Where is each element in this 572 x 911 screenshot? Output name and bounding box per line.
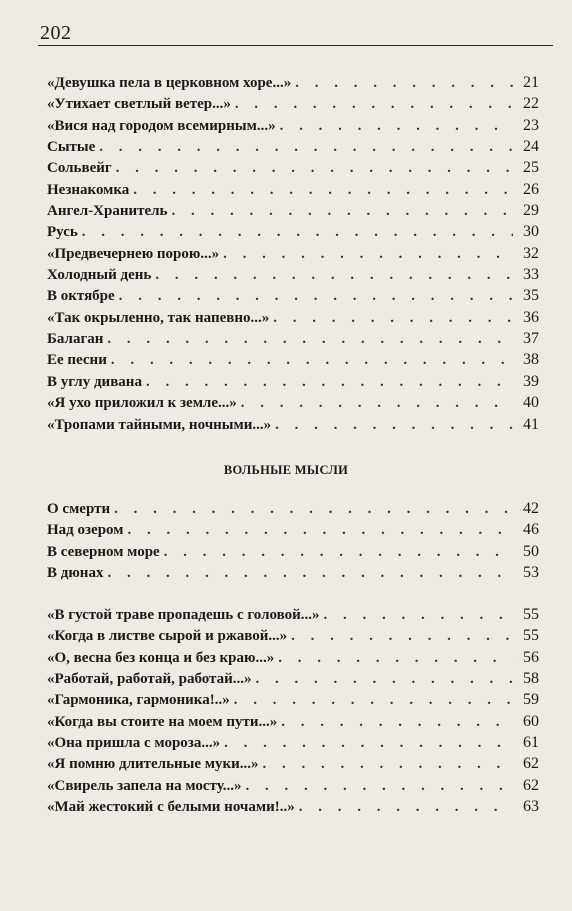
toc-entry-title: Сольвейг: [47, 160, 112, 177]
dot-leader: [119, 288, 513, 305]
toc-entry: [47, 777, 539, 798]
toc-entry-title: Ангел-Хранитель: [47, 203, 168, 220]
toc-entry-title: Русь: [47, 224, 78, 241]
page-number: 202: [40, 22, 72, 44]
toc-entry-title: «Я ухо приложил к земле...»: [47, 395, 237, 412]
toc-entry: [47, 691, 539, 712]
toc-entry-title: «Гармоника, гармоника!..»: [47, 692, 230, 709]
toc-entry: [47, 649, 539, 670]
toc-entry: [47, 798, 539, 819]
toc-group-2: [47, 500, 539, 585]
toc-entry-page: 50: [523, 542, 539, 560]
toc-group-3: [47, 606, 539, 819]
toc-entry-title: Незнакомка: [47, 181, 130, 198]
toc-entry: [47, 95, 539, 116]
toc-entry-title: Над озером: [47, 522, 124, 539]
toc-entry-page: 35: [523, 287, 539, 305]
toc-entry-page: 38: [523, 351, 539, 369]
toc-entry: [47, 117, 539, 138]
toc-entry-title: «Свирель запела на мосту...»: [47, 777, 242, 794]
toc-entry-page: 21: [523, 74, 539, 91]
toc-entry: [47, 394, 539, 415]
toc-entry-title: «Предвечернею порою...»: [47, 245, 220, 262]
header-rule: [38, 45, 553, 46]
dot-leader: [291, 628, 513, 645]
toc-entry-page: 33: [523, 266, 539, 284]
toc-entry-title: «Тропами тайными, ночными...»: [47, 416, 272, 433]
dot-leader: [245, 778, 513, 795]
dot-leader: [133, 182, 513, 199]
toc-entry-page: 56: [523, 648, 539, 666]
toc-entry-title: «Она пришла с мороза...»: [47, 735, 221, 752]
toc-entry: [47, 202, 539, 223]
toc-entry-page: 46: [523, 521, 539, 539]
dot-leader: [111, 352, 513, 369]
toc-group-1: [47, 74, 539, 437]
dot-leader: [275, 417, 513, 434]
toc-entry: [47, 670, 539, 691]
dot-leader: [278, 650, 513, 667]
dot-leader: [164, 544, 513, 561]
toc-entry: [47, 309, 539, 330]
dot-leader: [256, 671, 514, 688]
dot-leader: [155, 267, 513, 284]
toc-entry-page: 23: [523, 116, 539, 134]
toc-entry-page: 32: [523, 244, 539, 262]
toc-entry: [47, 627, 539, 648]
toc-entry-page: 30: [523, 223, 539, 241]
toc-entry-title: В северном море: [47, 543, 160, 560]
toc-entry: [47, 138, 539, 159]
dot-leader: [280, 118, 513, 135]
toc-entry: [47, 564, 539, 585]
toc-entry: [47, 330, 539, 351]
toc-entry: [47, 543, 539, 564]
toc-entry: [47, 416, 539, 437]
dot-leader: [324, 607, 513, 624]
toc-entry-page: 55: [523, 627, 539, 645]
toc-entry-page: 41: [523, 415, 539, 433]
dot-leader: [234, 692, 513, 709]
toc-entry-page: 22: [523, 95, 539, 113]
toc-entry-title: «Работай, работай, работай...»: [47, 671, 252, 688]
dot-leader: [127, 522, 513, 539]
dot-leader: [223, 246, 513, 263]
dot-leader: [299, 799, 513, 816]
section-heading: ВОЛЬНЫЕ МЫСЛИ: [223, 463, 349, 477]
toc-entry-title: В углу дивана: [47, 373, 142, 390]
dot-leader: [82, 224, 513, 241]
toc-entry: [47, 181, 539, 202]
toc-entry-page: 59: [523, 691, 539, 709]
toc-entry-page: 26: [523, 180, 539, 198]
dot-leader: [114, 501, 513, 518]
toc-entry-page: 55: [523, 606, 539, 623]
dot-leader: [99, 139, 513, 156]
toc-entry-title: О смерти: [47, 501, 111, 517]
toc-entry-title: Балаган: [47, 331, 104, 348]
toc-entry-title: «Девушка пела в церковном хоре...»: [47, 75, 292, 91]
toc-entry: [47, 351, 539, 372]
toc-entry-title: «Когда в листве сырой и ржавой...»: [47, 628, 288, 645]
toc-entry-page: 63: [523, 798, 539, 816]
toc-entry-title: «Так окрыленно, так напевно...»: [47, 309, 270, 326]
toc-entry: [47, 734, 539, 755]
toc-entry: [47, 245, 539, 266]
dot-leader: [235, 96, 513, 113]
dot-leader: [241, 395, 513, 412]
toc-entry-page: 24: [523, 138, 539, 156]
toc-entry-title: Сытые: [47, 139, 96, 156]
toc-entry-page: 40: [523, 394, 539, 412]
toc-entry-title: «В густой траве пропадешь с головой...»: [47, 607, 320, 623]
toc-entry-page: 36: [523, 308, 539, 326]
dot-leader: [224, 735, 513, 752]
toc-entry-title: Холодный день: [47, 267, 152, 284]
toc-entry: [47, 74, 539, 95]
toc-entry-page: 58: [523, 670, 539, 688]
toc-entry: [47, 500, 539, 521]
toc-entry: [47, 223, 539, 244]
toc-entry: [47, 159, 539, 180]
toc-entry-page: 60: [523, 712, 539, 730]
dot-leader: [281, 714, 513, 731]
toc-entry-title: «О, весна без конца и без краю...»: [47, 649, 275, 666]
toc-entry: [47, 606, 539, 627]
dot-leader: [107, 565, 513, 582]
toc-entry-page: 25: [523, 159, 539, 177]
dot-leader: [263, 756, 513, 773]
dot-leader: [146, 374, 513, 391]
toc-entry-title: «Май жестокий с белыми ночами!..»: [47, 799, 295, 816]
toc-entry-title: «Вися над городом всемирным...»: [47, 117, 276, 134]
toc-entry: [47, 373, 539, 394]
toc-entry-page: 53: [523, 564, 539, 582]
toc-entry-title: В дюнах: [47, 565, 104, 582]
toc-entry-page: 42: [523, 500, 539, 517]
dot-leader: [107, 331, 513, 348]
toc-entry-title: «Когда вы стоите на моем пути...»: [47, 713, 278, 730]
dot-leader: [116, 160, 513, 177]
toc-entry: [47, 287, 539, 308]
dot-leader: [273, 310, 513, 327]
toc-entry: [47, 266, 539, 287]
toc-entry-page: 61: [523, 734, 539, 752]
toc-entry: [47, 521, 539, 542]
toc-entry-page: 29: [523, 202, 539, 220]
toc-entry-title: «Я помню длительные муки...»: [47, 756, 259, 773]
dot-leader: [295, 75, 513, 92]
toc-entry-title: «Утихает светлый ветер...»: [47, 96, 231, 113]
toc-entry-page: 39: [523, 372, 539, 390]
toc-entry: [47, 713, 539, 734]
toc-entry-page: 62: [523, 755, 539, 773]
toc-entry-page: 37: [523, 330, 539, 348]
toc-entry: [47, 755, 539, 776]
toc-entry-page: 62: [523, 776, 539, 794]
toc-entry-title: В октябре: [47, 288, 115, 305]
toc-entry-title: Ее песни: [47, 352, 107, 369]
dot-leader: [172, 203, 514, 220]
